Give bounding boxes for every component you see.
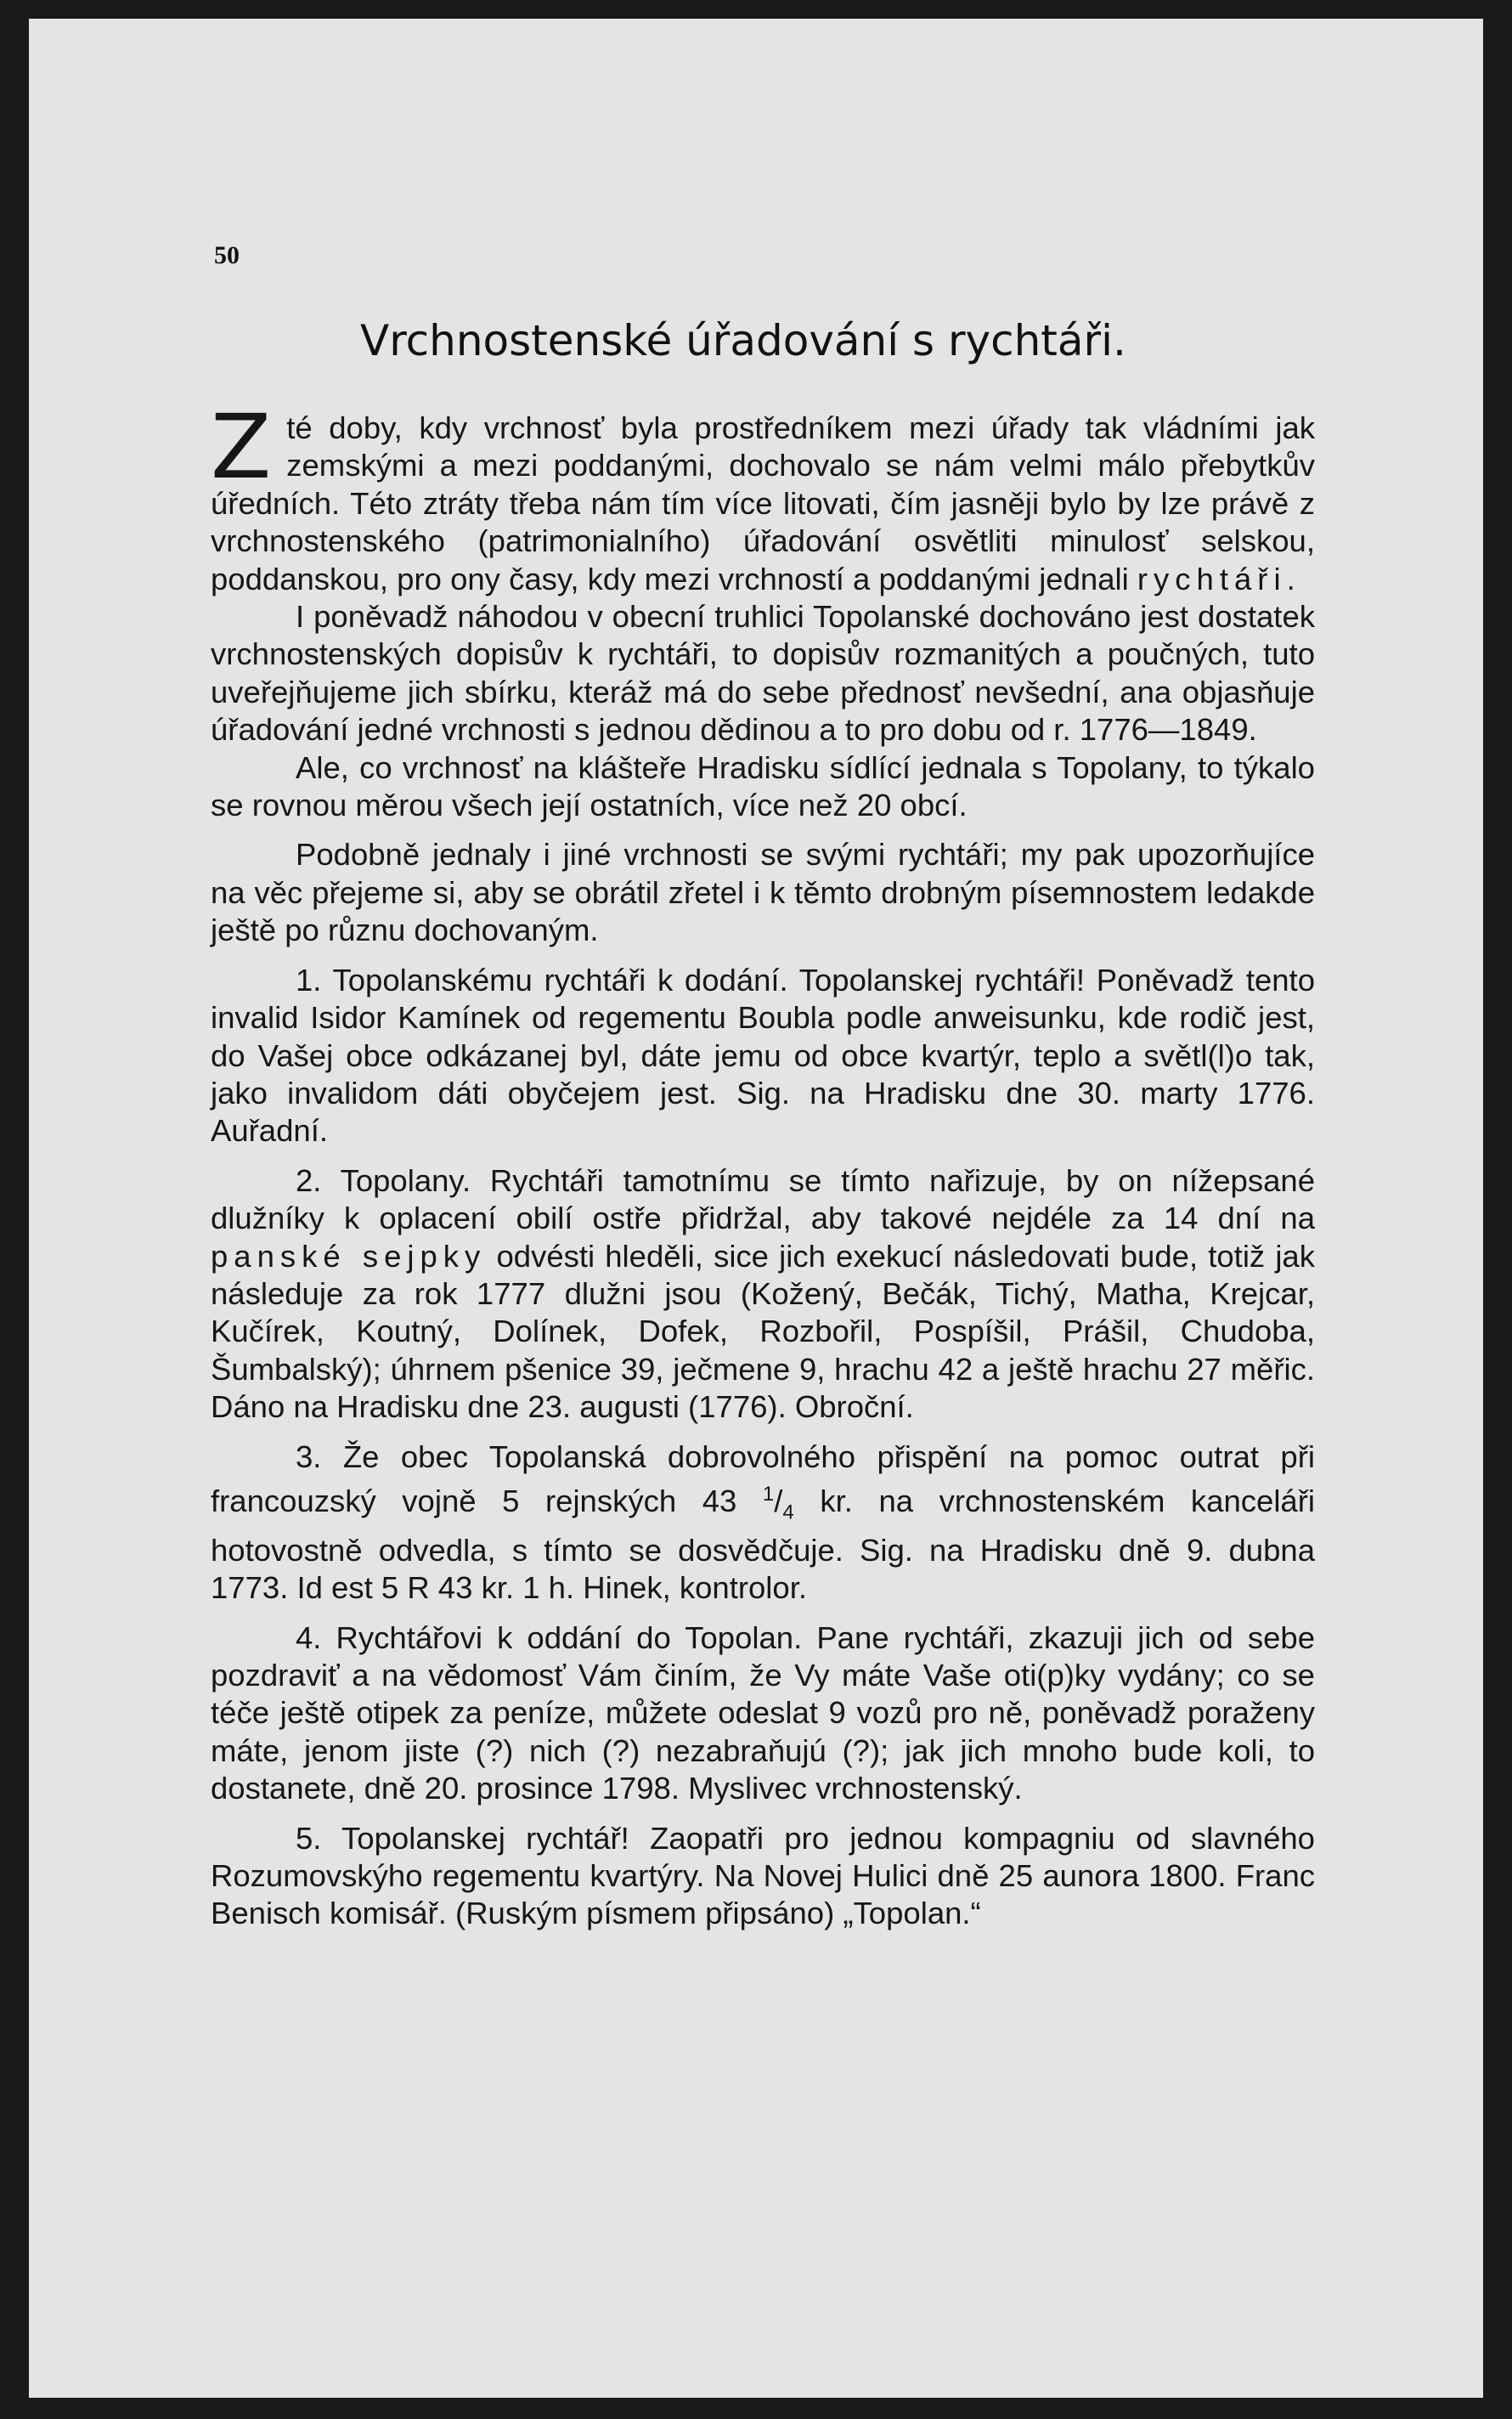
letter-3-text-a: 3. Že obec Topolanská dobrovolného přispění na pomoc outrat při francouzský vojně 5 rejnských 43 xyxy=(211,1438,1315,1519)
emphasized-word: rychtáři xyxy=(1137,561,1287,596)
paragraph-2: I poněvadž náhodou v obecní truhlici Topolanské dochováno jest dostatek vrchnostenských dopisův k rychtáři, to dopisův rozmanitých a poučných, tuto uveřejňujeme jich sbírku, kteráž má do sebe přednosť nevšední, ana objasňuje úřadování jedné vrchnosti s jednou dědinou a to pro dobu od r. 1776—1849. xyxy=(211,599,1315,748)
letter-3: 3. Že obec Topolanská dobrovolného přispění na pomoc outrat při francouzský vojně 5 rejnských 43 $^1/_4$ kr. na vrchnostenském kanceláři hotovostně odvedla, s tímto se dosvědčuje. Sig. na Hradisku dně 9. dubna 1773. Id est 5 R 43 kr. 1 h. Hinek, kontrolor. xyxy=(211,1438,1315,1606)
paragraph-3: Ale, co vrchnosť na klášteře Hradisku sídlící jednala s Topolany, to týkalo se rovnou měrou všech její ostatních, více než 20 obcí. xyxy=(211,749,1315,823)
letter-4: 4. Rychtářovi k oddání do Topolan. Pane rychtáři, zkazuji jich od sebe pozdraviť a na vědomosť Vám činím, že Vy máte Vaše oti(p)ky vydány; co se téče ještě otipek za peníze, můžete odeslat 9 vozů pro ně, poněvadž poraženy máte, jenom jiste (?) nich (?) nezabraňujú (?); jak jich mnoho bude koli, to dostanete, dně 20. prosince 1798. Myslivec vrchnostenský. xyxy=(211,1619,1315,1806)
letter-2-text-a: 2. Topolany. Rychtáři tamotnímu se tímto nařizuje, by on nížepsané dlužníky k oplacení obilí ostře přidržal, aby takové nejdéle za 14 dní na xyxy=(211,1162,1315,1236)
article-body xyxy=(211,395,1315,1933)
fraction-denominator: 4 xyxy=(782,1501,794,1524)
letter-2-emphasis: panské sejpky xyxy=(211,1238,487,1274)
letter-2-text-b: odvésti hleděli, sice jich exekucí následovati bude, totiž jak následuje za rok 1777 dlužni jsou (Kožený, Bečák, Tichý, Matha, Krejcar, Kučírek, Koutný, Dolínek, Dofek, Rozbořil, Pospíšil, Prášil, Chudoba, Šumbalský); úhrnem pšenice 39, ječmene 9, hrachu 42 a ještě hrachu 27 měřic. Dáno na Hradisku dne 23. augusti (1776). Obroční. xyxy=(211,1238,1315,1425)
letter-1: 1. Topolanskému rychtáři k dodání. Topolanskej rychtáři! Poněvadž tento invalid Isidor Kamínek od regementu Boubla podle anweisunku, kde rodič jest, do Vašej obce odkázanej byl, dáte jemu od obce kvartýr, teplo a světl(l)o tak, jako invalidom dáti obyčejem jest. Sig. na Hradisku dne 30. marty 1776. Auřadní. xyxy=(211,962,1315,1149)
letter-3-text-b: kr. na vrchnostenském kanceláři hotovostně odvedla, s tímto se dosvědčuje. Sig. na Hradisku dně 9. dubna 1773. Id est 5 R 43 kr. 1 h. Hinek, kontrolor. xyxy=(211,1484,1315,1606)
intro-text: té doby, kdy vrchnosť byla prostředníkem mezi úřady tak vládními jak zemskými a mezi poddanými, dochovalo se nám velmi málo přebytkův úředních. Této ztráty třeba nám tím více litovati, čím jasněji bylo by lze právě z vrchnostenského (patrimonialního) úřadování osvětliti minulosť selskou, poddanskou, pro ony časy, kdy mezi vrchností a poddanými jednali xyxy=(211,410,1315,596)
book-page xyxy=(29,19,1483,2398)
paragraph-4: Podobně jednaly i jiné vrchnosti se svými rychtáři; my pak upozorňujíce na věc přejeme si, aby se obrátil zřetel i k těmto drobným písemnostem ledakde ještě po různu dochovaným. xyxy=(211,837,1315,948)
letter-2 xyxy=(211,1162,1315,1427)
page-title: Vrchnostenské úřadování s rychtáři. xyxy=(360,316,1126,365)
page-number: 50 xyxy=(214,241,240,269)
intro-paragraph xyxy=(211,395,1315,598)
intro-end: . xyxy=(1286,561,1295,596)
drop-cap: Z xyxy=(211,395,272,499)
letter-5: 5. Topolanskej rychtář! Zaopatři pro jednou kompagniu od slavného Rozumovskýho regementu kvartýry. Na Novej Hulici dně 25 aunora 1800. Franc Benisch komisář. (Ruským písmem připsáno) „Topolan.“ xyxy=(211,1820,1315,1931)
fraction-numerator: 1 xyxy=(762,1482,775,1506)
